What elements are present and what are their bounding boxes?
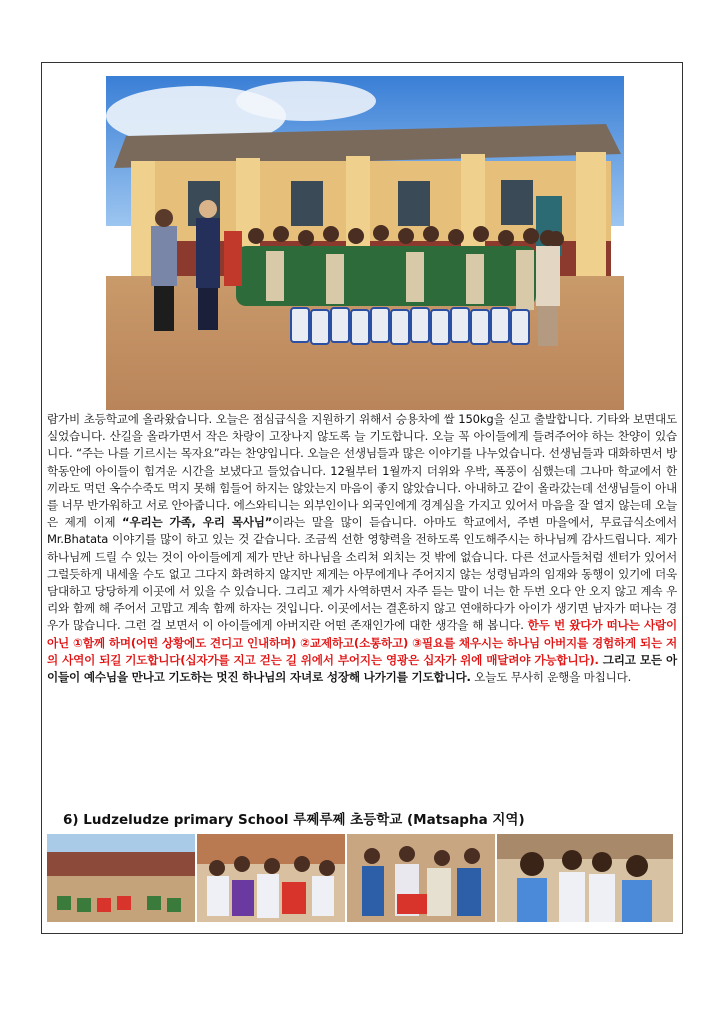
strip-photo-3: [347, 834, 495, 922]
section-title: 6) Ludzeludze primary School 루쩨루쩨 초등학교 (Matsapha 지역): [63, 812, 525, 828]
body-bold-ending: 그리고 모든 아이들이 예수님을 만나고 기도하는 멋진 하나님의 자녀로 성장해 나가기를 기도합니다.: [47, 652, 677, 685]
body-text-part3: 오늘도 무사히 운행을 마칩니다.: [470, 670, 632, 685]
school-group-photo: [106, 76, 624, 410]
body-text-part1: 람가비 초등학교에 올라왔습니다. 오늘은 점심급식을 지원하기 위해서 승용차에 쌀 150kg을 싣고 출발합니다. 기타와 보면대도 실었습니다. 산길을 올라가면서 작은 차랑이 고장나지 않도록 늘 기도합니다. 오늘 꼭 아이들에게 들려주어야 하는 찬양이 있습니다. “주는 나를 기르시는 목자요”라는 찬양입니다. 오늘은 선생님들과 많은 이야기를 나누었습니다. 선생님들과 대화하면서 방학동안에 아이들이 힘겨운 시간을 보냈다고 들었습니다. 12월부터 1월까지 더위와 우박, 폭풍이 심했는데 그나마 학교에서 한 끼라도 먹던 옥수수죽도 먹지 못해 힘들어 하지는 않았는지 마음이 좋지 않았습니다. 아내하고 같이 올라갔는데 선생님들이 아내를 너무 반가워하고 서로 안아줍니다. 에스와티니는 외부인이나 외국인에게 경계심을 가지고 있어서 마음을 잘 열지 않는데 오늘은 제게 이제: [47, 412, 677, 530]
strip-photo-4: [497, 834, 673, 922]
body-text-part2: 이라는 말을 많이 듣습니다. 아마도 학교에서, 주변 마을에서, 무료급식소에서 Mr.Bhatata 이야기를 많이 하고 있는 것 같습니다. 조금씩 선한 영향력을 전하도록 인도해주시는 하나님께 감사드립니다. 제가 하나님께 드릴 수 있는 것이 아이들에게 제가 만난 하나님을 소리쳐 외치는 것 밖에 없습니다. 다른 선교사들처럼 센터가 있어서 그럴듯하게 내세울 수도 없고 그다지 화려하지 않지만 제게는 아무에게나 주어지지 않는 성령님과의 임재와 동행이 있기에 더욱 담대하고 당당하게 이곳에 서 있을 수 있습니다. 그리고 제가 사역하면서 자주 듣는 말이 너는 한 두번 오다 안 오지 않고 계속 우리와 함께 해 주어서 고맙고 계속 함께 하자는 것입니다. 이곳에서는 결혼하지 않고 연애하다가 아이가 생기면 남자가 떠나는 경우가 많습니다. 그런 걸 보면서 이 아이들에게 아버지란 어떤 존재인가에 대한 생각을 해 봅니다.: [47, 515, 677, 633]
body-paragraph: [47, 411, 677, 686]
strip-photo-2: [197, 834, 345, 922]
strip-photo-1: [47, 834, 195, 922]
body-red-highlight: 한두 번 왔다가 떠나는 사람이 아닌 ①함께 하며(어떤 상황에도 견디고 인내하며) ②교제하고(소통하고) ③필요를 채우시는 하나님 아버지를 경험하게 되는 저의 사역이 되길 기도합니다(십자가를 지고 걷는 길 위에서 부어지는 영광은 십자가 위에 매달려야 가능합니다).: [47, 618, 677, 667]
body-quote: “우리는 가족, 우리 목사님”: [122, 515, 273, 530]
